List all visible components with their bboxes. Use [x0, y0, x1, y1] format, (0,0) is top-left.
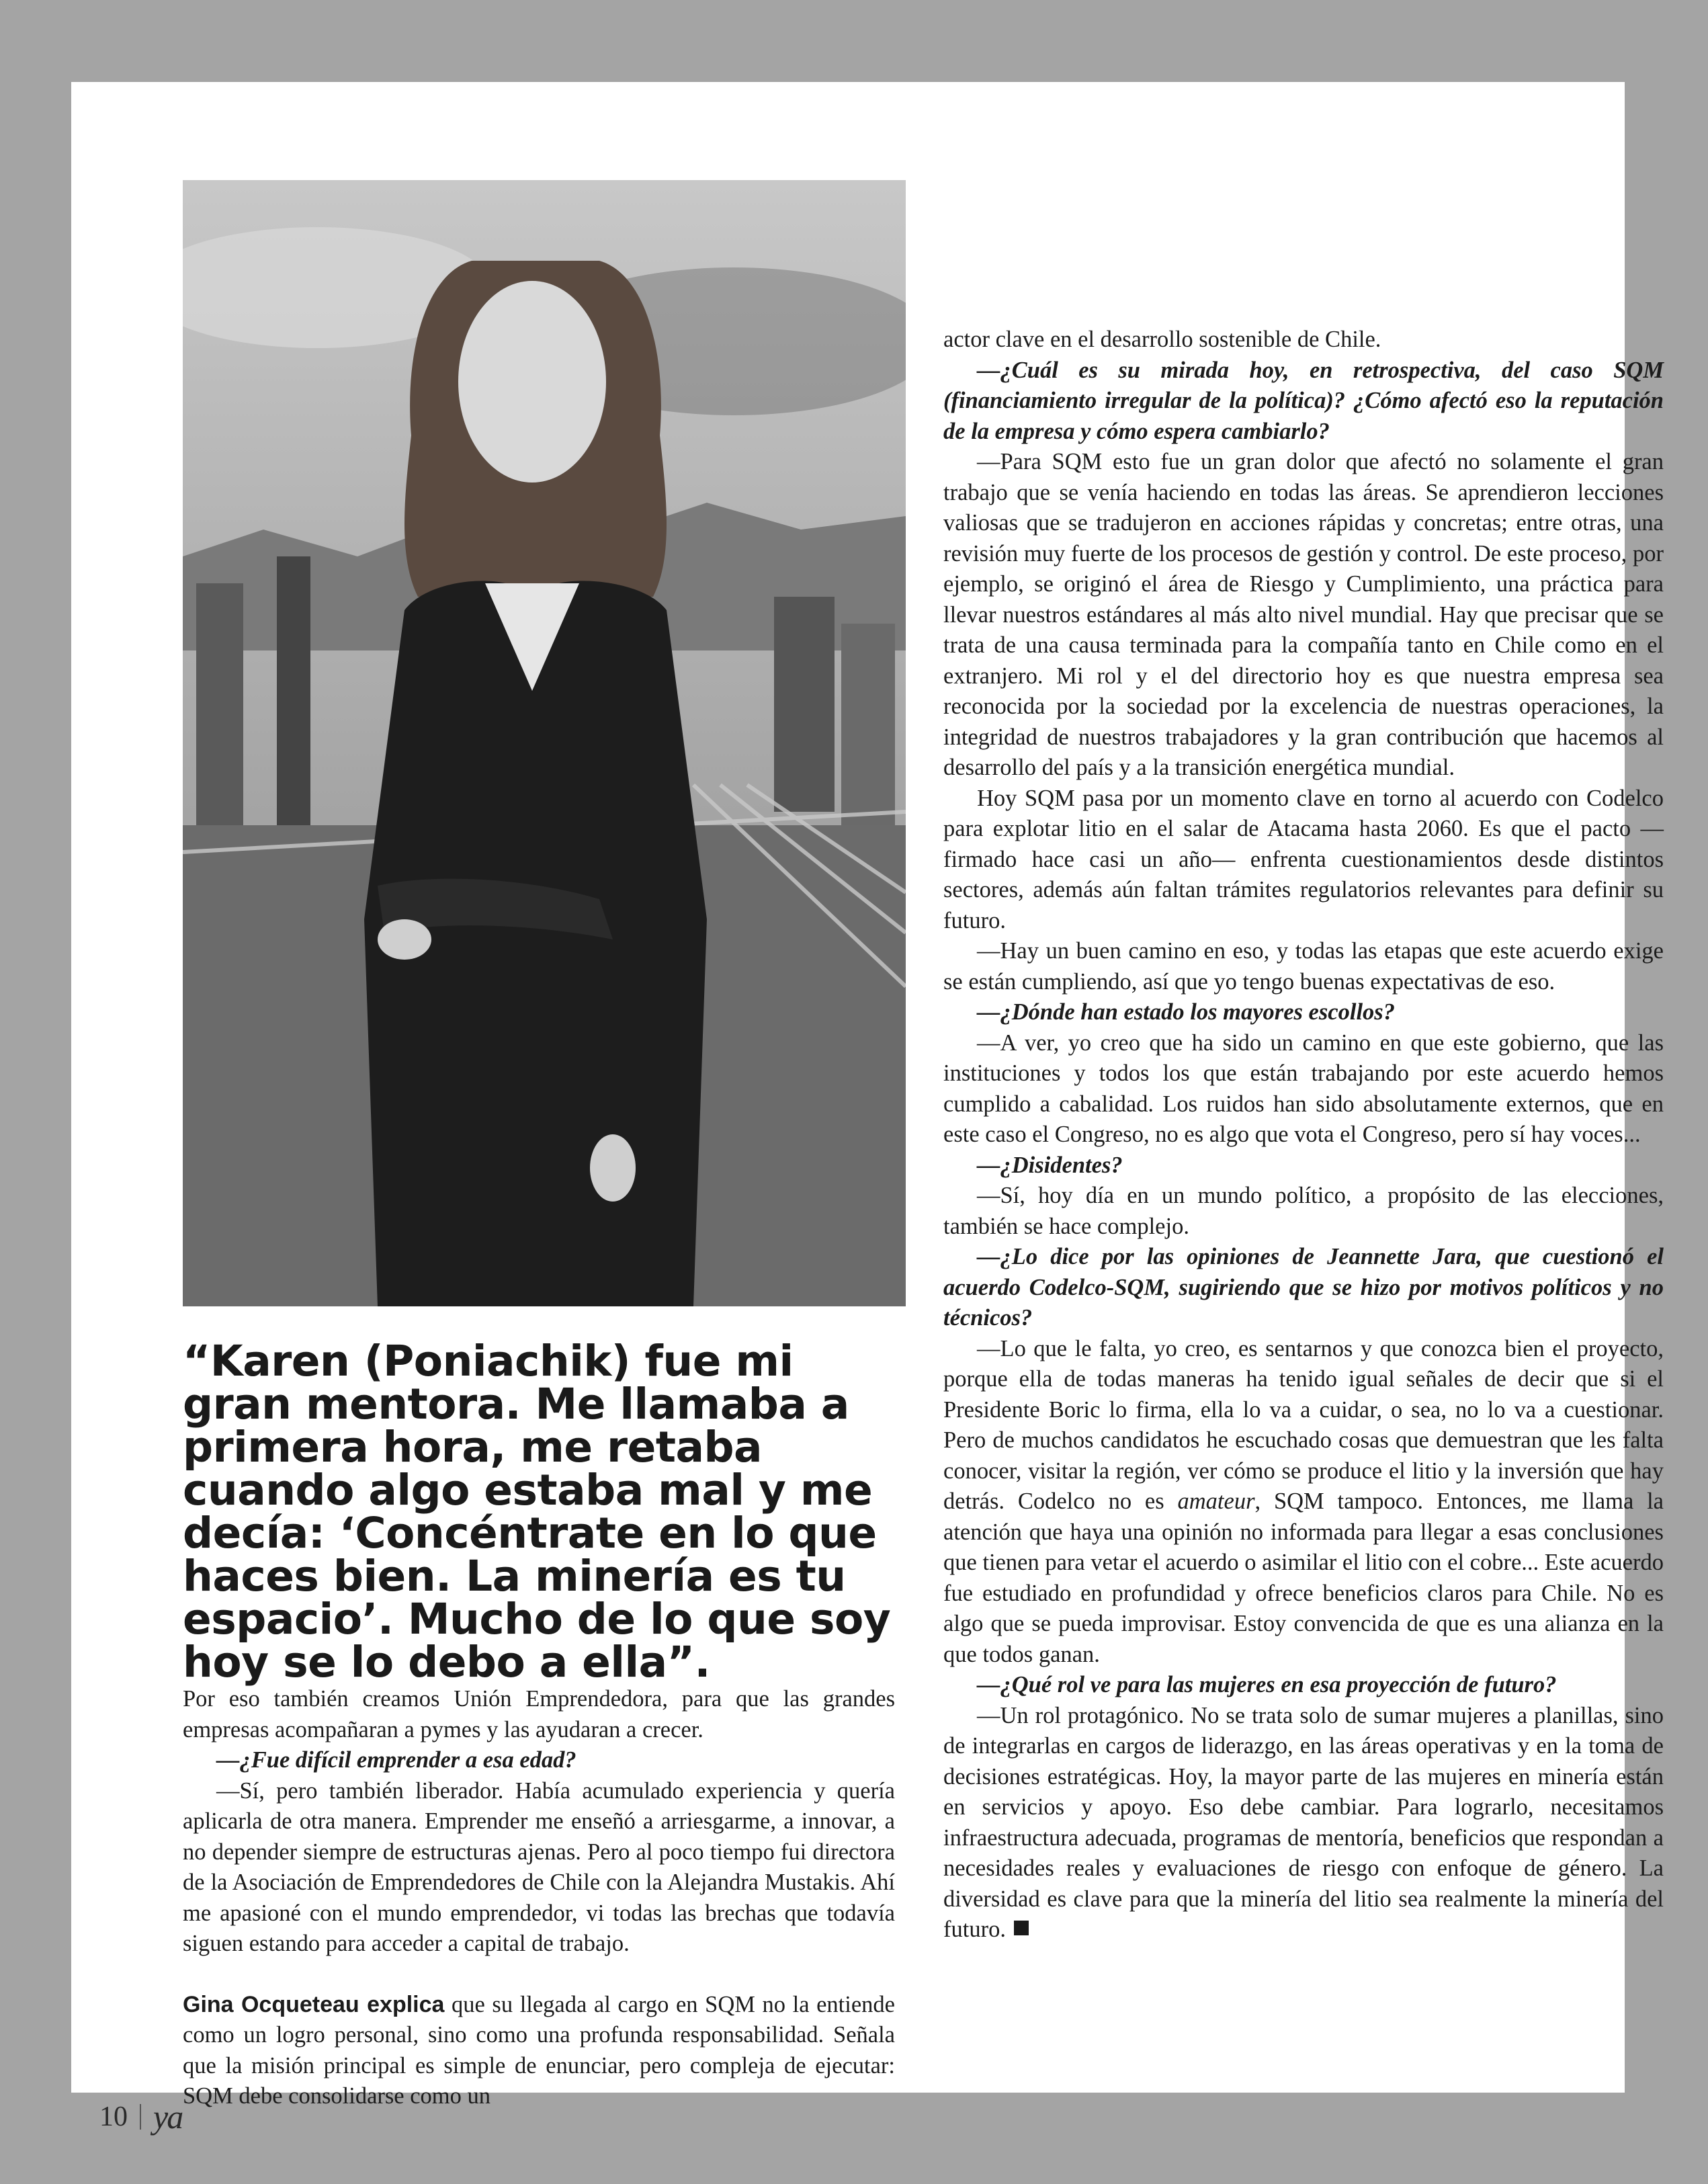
page-footer: [99, 2097, 182, 2137]
pull-quote: “Karen (Poniachik) fue mi gran mentora. Me llamaba a primera hora, me retaba cuando algo estaba mal y me decía: ‘Concéntrate en lo que haces bien. La minería es tu espacio’. Mucho de lo que soy hoy se lo debo a ella”.: [183, 1337, 891, 1687]
paragraph-text: , SQM tampoco. Entonces, me llama la atención que haya una opinión no informada para llegar a esas conclusiones que tienen para vetar el acuerdo o asimilar el litio con el cobre... Este acuerdo fue estudiado en profundidad y ofrece beneficios claros para Chile. No es algo que se pueda improvisar. Estoy convencida de que es una alianza en la que todos ganan.: [943, 1488, 1664, 1667]
interview-question: —¿Dónde han estado los mayores escollos?: [977, 999, 1395, 1025]
paragraph: —Sí, hoy día en un mundo político, a propósito de las elecciones, también se hace complejo.: [943, 1183, 1664, 1239]
lead-in: Gina Ocqueteau explica: [183, 1991, 445, 2017]
interview-question: —¿Cuál es su mirada hoy, en retrospectiva, del caso SQM (financiamiento irregular de la política)? ¿Cómo afectó eso la reputación de la empresa y cómo espera cambiarlo?: [943, 357, 1664, 444]
interview-question: —¿Fue difícil emprender a esa edad?: [216, 1747, 577, 1773]
interview-question: —¿Disidentes?: [977, 1152, 1123, 1178]
paragraph: [943, 1334, 1664, 1671]
paragraph: [943, 1701, 1664, 1945]
paragraph: [183, 1990, 895, 2112]
interview-question: —¿Qué rol ve para las mujeres en esa proyección de futuro?: [977, 1672, 1557, 1697]
paragraph: Por eso también creamos Unión Emprendedora, para que las grandes empresas acompañaran a pymes y las ayudaran a crecer.: [183, 1686, 895, 1742]
portrait-illustration: [183, 180, 906, 1306]
page-number: 10: [99, 2101, 128, 2132]
paragraph: —Para SQM esto fue un gran dolor que afectó no solamente el gran trabajo que se venía haciendo en todas las áreas. Se aprendieron lecciones valiosas que se tradujeron en acciones rápidas y concretas; entre otras, una revisión muy fuerte de los procesos de gestión y control. De este proceso, por ejemplo, se originó el área de Riesgo y Cumplimiento, una práctica para llevar nuestros estándares al más alto nivel mundial. Hay que precisar que se trata de una causa terminada para la compañía tanto en Chile como en el extranjero. Mi rol y el del directorio hoy es que nuestra empresa sea reconocida por la sociedad por la excelencia de nuestras operaciones, la integridad de nuestros trabajadores y la gran contribución que hacemos al desarrollo del país y a la transición energética mundial.: [943, 449, 1664, 780]
paragraph: actor clave en el desarrollo sostenible de Chile.: [943, 327, 1381, 352]
interview-question: —¿Lo dice por las opiniones de Jeannette Jara, que cuestionó el acuerdo Codelco-SQM, sugiriendo que se hizo por motivos políticos y no técnicos?: [943, 1244, 1664, 1331]
paragraph: —Sí, pero también liberador. Había acumulado experiencia y quería aplicarla de otra manera. Emprender me enseñó a arriesgarme, a innovar, a no depender siempre de estructuras ajenas. Pero al poco tiempo fui directora de la Asociación de Emprendedores de Chile con la Alejandra Mustakis. Ahí me apasioné con el mundo emprendedor, vi todas las brechas que todavía siguen estando para acceder a capital de trabajo.: [183, 1777, 895, 1956]
paragraph: —A ver, yo creo que ha sido un camino en que este gobierno, que las instituciones y todos los que están trabajando por este acuerdo hemos cumplido a cabalidad. Los ruidos han sido absolutamente externos, que en este caso el Congreso, no es algo que vota el Congreso, pero sí hay voces...: [943, 1030, 1664, 1147]
paragraph-text: —Un rol protagónico. No se trata solo de sumar mujeres a planillas, sino de integrarlas en cargos de liderazgo, en las áreas operativas y en la toma de decisiones estratégicas. Hoy, la mayor parte de las mujeres en minería están en servicios y apoyo. Eso debe cambiar. Para lograrlo, necesitamos infraestructura adecuada, programas de mentoría, beneficios que respondan a necesidades reales y evaluaciones de riesgo con enfoque de género. La diversidad es clave para que la minería del litio sea realmente la minería del futuro.: [943, 1702, 1664, 1942]
left-column: [183, 1684, 895, 2112]
paragraph-text: —Lo que le falta, yo creo, es sentarnos y que conozca bien el proyecto, porque ella de todas maneras ha tenido igual señales de decir que si el Presidente Boric lo firma, ella lo va a cuidar, o sea, no lo va a cuestionar. Pero de muchos candidatos he escuchado cosas que demuestran que les falta conocer, visitar la región, ver cómo se produce el litio y la inversión que hay detrás. Codelco no es: [943, 1335, 1664, 1514]
paragraph: —Hay un buen camino en eso, y todas las etapas que este acuerdo exige se están cumpliendo, así que yo tengo buenas expectativas de eso.: [943, 938, 1664, 995]
end-mark-icon: [1014, 1921, 1029, 1935]
paragraph: Hoy SQM pasa por un momento clave en torno al acuerdo con Codelco para explotar litio en el salar de Atacama hasta 2060. Es que el pacto —firmado hace casi un año— enfrenta cuestionamientos desde distintos sectores, además aún faltan trámites regulatorios relevantes para definir su futuro.: [943, 785, 1664, 933]
magazine-logo: ya: [153, 2098, 183, 2136]
magazine-page: [71, 82, 1664, 2109]
footer-divider: [140, 2104, 141, 2130]
portrait-photo: [183, 180, 906, 1306]
right-column: [943, 325, 1664, 1945]
emphasis-text: amateur: [1177, 1488, 1255, 1514]
paragraph-text: que su llegada al cargo en SQM no la entiende como un logro personal, sino como una profunda responsabilidad. Señala que la misión principal es simple de enunciar, pero compleja de ejecutar: SQM debe consolidarse como un: [183, 1991, 895, 2109]
